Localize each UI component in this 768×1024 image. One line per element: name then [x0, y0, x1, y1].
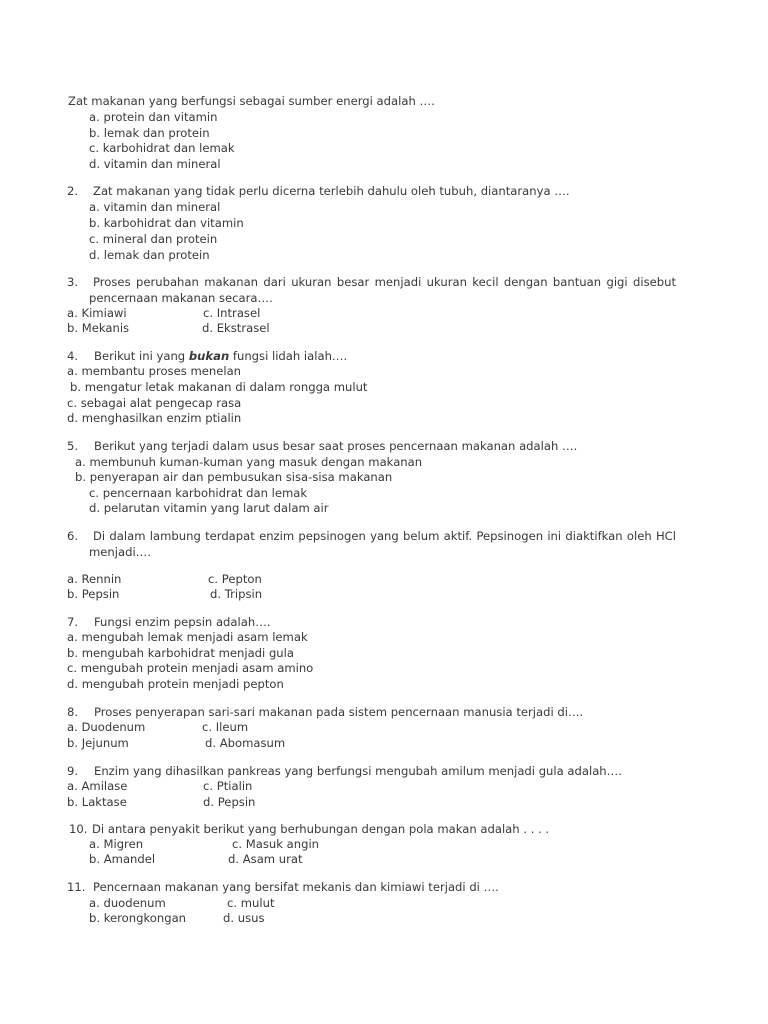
question-5-stem: Berikut yang terjadi dalam usus besar saat proses pencernaan makanan adalah ….	[94, 439, 578, 453]
question-8-option-d: d. Abomasum	[205, 736, 286, 750]
question-11-option-a: a. duodenum	[89, 896, 166, 910]
question-4-option-d: d. menghasilkan enzim ptialin	[67, 411, 242, 425]
question-3-option-c: c. Intrasel	[203, 306, 261, 320]
question-5-number: 5.	[67, 439, 79, 453]
question-6-stem-line1: Di dalam lambung terdapat enzim pepsinogen yang belum aktif. Pepsinogen ini diaktifkan oleh HCl	[93, 529, 676, 543]
question-2-option-b: b. karbohidrat dan vitamin	[89, 216, 244, 230]
question-3-number: 3.	[67, 275, 79, 289]
question-10-stem: Di antara penyakit berikut yang berhubungan dengan pola makan adalah . . . .	[92, 822, 550, 836]
question-7-option-a: a. mengubah lemak menjadi asam lemak	[67, 630, 308, 644]
question-4-option-a: a. membantu proses menelan	[67, 364, 242, 378]
question-5-option-c: c. pencernaan karbohidrat dan lemak	[89, 486, 308, 500]
question-6-option-a: a. Rennin	[67, 572, 122, 586]
question-11-number: 11.	[67, 880, 86, 894]
question-7-option-c: c. mengubah protein menjadi asam amino	[67, 661, 314, 675]
question-10-option-a: a. Migren	[89, 837, 144, 851]
question-10-option-c: c. Masuk angin	[232, 837, 320, 851]
question-3-option-d: d. Ekstrasel	[202, 321, 270, 335]
question-6-option-c: c. Pepton	[208, 572, 262, 586]
question-1-option-d: d. vitamin dan mineral	[89, 157, 221, 171]
question-10-option-d: d. Asam urat	[228, 852, 303, 866]
question-5-option-a: a. membunuh kuman-kuman yang masuk dengan makanan	[75, 455, 423, 469]
question-9-option-c: c. Ptialin	[203, 779, 253, 793]
question-3-stem-line2: pencernaan makanan secara….	[89, 291, 273, 305]
question-6-stem-line2: menjadi….	[89, 545, 151, 559]
question-2-number: 2.	[67, 184, 79, 198]
question-4-stem	[94, 349, 347, 364]
question-2-stem: Zat makanan yang tidak perlu dicerna terlebih dahulu oleh tubuh, diantaranya ….	[93, 184, 570, 198]
question-10-option-b: b. Amandel	[89, 852, 156, 866]
question-11-stem: Pencernaan makanan yang bersifat mekanis dan kimiawi terjadi di ….	[93, 880, 499, 894]
question-4-stem-emphasis: bukan	[188, 349, 230, 363]
question-7-stem: Fungsi enzim pepsin adalah….	[94, 615, 271, 629]
question-2-option-d: d. lemak dan protein	[89, 248, 210, 262]
question-4-stem-pre: Berikut ini yang	[94, 349, 189, 363]
question-9-option-b: b. Laktase	[67, 795, 127, 809]
question-4-option-c: c. sebagai alat pengecap rasa	[67, 396, 242, 410]
question-9-number: 9.	[67, 764, 79, 778]
question-6-number: 6.	[67, 529, 79, 543]
question-7-option-b: b. mengubah karbohidrat menjadi gula	[67, 646, 294, 660]
question-3-option-a: a. Kimiawi	[67, 306, 127, 320]
question-11-option-d: d. usus	[223, 911, 265, 925]
question-9-option-d: d. Pepsin	[203, 795, 256, 809]
question-8-number: 8.	[67, 705, 79, 719]
question-7-number: 7.	[67, 615, 79, 629]
question-8-option-b: b. Jejunum	[67, 736, 129, 750]
question-11-option-c: c. mulut	[227, 896, 275, 910]
question-9-option-a: a. Amilase	[67, 779, 128, 793]
question-8-option-a: a. Duodenum	[67, 720, 146, 734]
question-2-option-c: c. mineral dan protein	[89, 232, 218, 246]
question-4-stem-post: fungsi lidah ialah….	[229, 349, 348, 363]
question-8-option-c: c. Ileum	[202, 720, 249, 734]
question-1-stem: Zat makanan yang berfungsi sebagai sumber energi adalah ….	[68, 94, 435, 108]
question-1-option-a: a. protein dan vitamin	[89, 110, 218, 124]
question-10-number: 10.	[69, 822, 88, 836]
question-11-option-b: b. kerongkongan	[89, 911, 187, 925]
question-6-option-d: d. Tripsin	[210, 587, 263, 601]
question-3-stem-line1: Proses perubahan makanan dari ukuran besar menjadi ukuran kecil dengan bantuan gigi disebut	[93, 275, 676, 289]
question-4-number: 4.	[67, 349, 79, 363]
question-1-option-c: c. karbohidrat dan lemak	[89, 141, 235, 155]
question-3-option-b: b. Mekanis	[67, 321, 130, 335]
question-2-option-a: a. vitamin dan mineral	[89, 200, 221, 214]
question-4-option-b: b. mengatur letak makanan di dalam rongga mulut	[70, 380, 368, 394]
question-5-option-b: b. penyerapan air dan pembusukan sisa-sisa makanan	[75, 470, 393, 484]
question-9-stem: Enzim yang dihasilkan pankreas yang berfungsi mengubah amilum menjadi gula adalah….	[94, 764, 622, 778]
question-6-option-b: b. Pepsin	[67, 587, 120, 601]
question-7-option-d: d. mengubah protein menjadi pepton	[67, 677, 284, 691]
question-5-option-d: d. pelarutan vitamin yang larut dalam air	[89, 501, 329, 515]
question-1-option-b: b. lemak dan protein	[89, 126, 210, 140]
question-8-stem: Proses penyerapan sari-sari makanan pada sistem pencernaan manusia terjadi di….	[94, 705, 584, 719]
